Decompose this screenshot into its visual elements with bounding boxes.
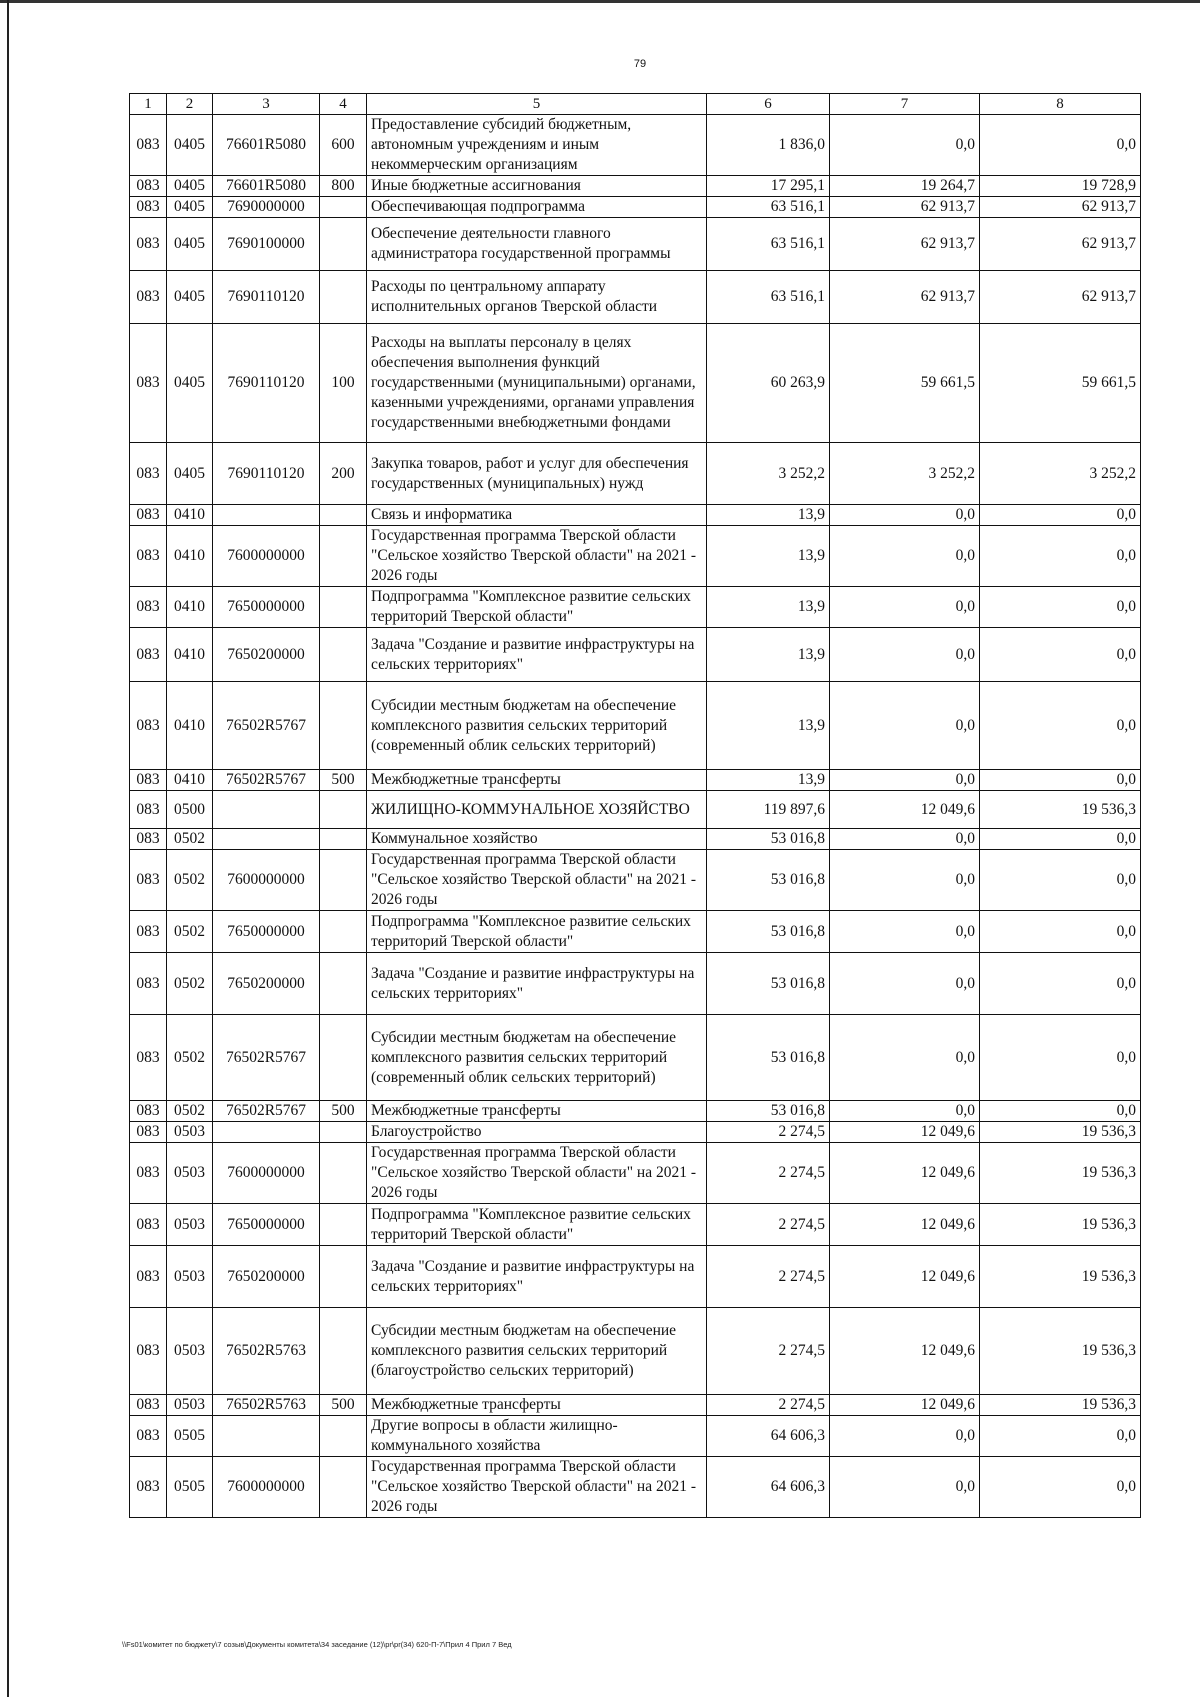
cell-c4: [320, 911, 367, 953]
cell-c7: 0,0: [830, 505, 980, 526]
cell-c8: 19 536,3: [980, 1122, 1141, 1143]
cell-c2: 0502: [167, 829, 213, 850]
column-header-2: 2: [167, 94, 213, 115]
cell-c2: 0405: [167, 197, 213, 218]
cell-c2: 0405: [167, 176, 213, 197]
cell-c5: Подпрограмма "Комплексное развитие сельских территорий Тверской области": [367, 1204, 707, 1246]
cell-c7: 0,0: [830, 1015, 980, 1101]
cell-c2: 0503: [167, 1395, 213, 1416]
budget-table: [129, 93, 1141, 1518]
cell-c6: 53 016,8: [707, 850, 830, 911]
cell-c4: [320, 1122, 367, 1143]
cell-c5: Государственная программа Тверской области "Сельское хозяйство Тверской области" на 2021 - 2026 годы: [367, 526, 707, 587]
table-body: [130, 94, 1141, 1518]
cell-c6: 13,9: [707, 682, 830, 770]
cell-c1: 083: [130, 1416, 167, 1457]
cell-c6: 53 016,8: [707, 829, 830, 850]
cell-c8: 0,0: [980, 1101, 1141, 1122]
cell-c6: 53 016,8: [707, 953, 830, 1015]
cell-c8: 3 252,2: [980, 443, 1141, 505]
cell-c5: Предоставление субсидий бюджетным, автономным учреждениям и иным некоммерческим организациям: [367, 115, 707, 176]
cell-c6: 3 252,2: [707, 443, 830, 505]
table-row: [130, 1457, 1141, 1518]
cell-c7: 62 913,7: [830, 271, 980, 324]
cell-c3: 76502R5767: [213, 1015, 320, 1101]
cell-c8: 0,0: [980, 953, 1141, 1015]
cell-c8: 0,0: [980, 628, 1141, 682]
cell-c6: 60 263,9: [707, 324, 830, 443]
table-row: [130, 176, 1141, 197]
cell-c8: 0,0: [980, 505, 1141, 526]
cell-c5: Подпрограмма "Комплексное развитие сельских территорий Тверской области": [367, 911, 707, 953]
cell-c3: 7690110120: [213, 271, 320, 324]
cell-c6: 2 274,5: [707, 1122, 830, 1143]
table-row: [130, 587, 1141, 628]
cell-c8: 0,0: [980, 526, 1141, 587]
cell-c3: 7650200000: [213, 1246, 320, 1308]
cell-c6: 64 606,3: [707, 1457, 830, 1518]
cell-c4: 500: [320, 770, 367, 791]
cell-c7: 12 049,6: [830, 1308, 980, 1395]
cell-c6: 2 274,5: [707, 1246, 830, 1308]
cell-c1: 083: [130, 1246, 167, 1308]
cell-c7: 3 252,2: [830, 443, 980, 505]
cell-c1: 083: [130, 682, 167, 770]
cell-c1: 083: [130, 1395, 167, 1416]
cell-c8: 0,0: [980, 1416, 1141, 1457]
cell-c3: 7650000000: [213, 1204, 320, 1246]
cell-c3: 7600000000: [213, 1457, 320, 1518]
cell-c2: 0503: [167, 1204, 213, 1246]
cell-c8: 0,0: [980, 829, 1141, 850]
cell-c8: 0,0: [980, 682, 1141, 770]
table-row: [130, 850, 1141, 911]
cell-c8: 19 728,9: [980, 176, 1141, 197]
table-row: [130, 505, 1141, 526]
cell-c3: [213, 1416, 320, 1457]
cell-c7: 59 661,5: [830, 324, 980, 443]
cell-c1: 083: [130, 1122, 167, 1143]
column-header-5: 5: [367, 94, 707, 115]
cell-c1: 083: [130, 1308, 167, 1395]
cell-c7: 19 264,7: [830, 176, 980, 197]
cell-c5: Коммунальное хозяйство: [367, 829, 707, 850]
scan-border-top: [0, 0, 1200, 3]
cell-c7: 0,0: [830, 911, 980, 953]
cell-c5: Субсидии местным бюджетам на обеспечение комплексного развития сельских территорий (современный облик сельских территорий): [367, 1015, 707, 1101]
cell-c4: 800: [320, 176, 367, 197]
table-row: [130, 953, 1141, 1015]
cell-c2: 0410: [167, 505, 213, 526]
cell-c1: 083: [130, 1457, 167, 1518]
cell-c4: [320, 1246, 367, 1308]
cell-c4: [320, 271, 367, 324]
cell-c2: 0410: [167, 682, 213, 770]
cell-c4: 500: [320, 1395, 367, 1416]
cell-c4: [320, 1416, 367, 1457]
cell-c2: 0410: [167, 770, 213, 791]
cell-c6: 13,9: [707, 770, 830, 791]
cell-c2: 0500: [167, 791, 213, 829]
cell-c7: 0,0: [830, 526, 980, 587]
cell-c4: [320, 1015, 367, 1101]
cell-c7: 0,0: [830, 953, 980, 1015]
cell-c5: Благоустройство: [367, 1122, 707, 1143]
cell-c3: 7650200000: [213, 953, 320, 1015]
cell-c8: 62 913,7: [980, 218, 1141, 271]
cell-c7: 0,0: [830, 1457, 980, 1518]
cell-c2: 0503: [167, 1143, 213, 1204]
cell-c3: 7650000000: [213, 911, 320, 953]
cell-c6: 2 274,5: [707, 1204, 830, 1246]
cell-c6: 2 274,5: [707, 1308, 830, 1395]
cell-c6: 13,9: [707, 628, 830, 682]
cell-c5: Задача "Создание и развитие инфраструктуры на сельских территориях": [367, 628, 707, 682]
cell-c7: 0,0: [830, 587, 980, 628]
cell-c8: 19 536,3: [980, 1143, 1141, 1204]
cell-c4: [320, 628, 367, 682]
cell-c3: [213, 505, 320, 526]
cell-c8: 0,0: [980, 911, 1141, 953]
cell-c6: 63 516,1: [707, 271, 830, 324]
cell-c7: 0,0: [830, 829, 980, 850]
cell-c4: [320, 1457, 367, 1518]
cell-c2: 0410: [167, 526, 213, 587]
cell-c5: Обеспечивающая подпрограмма: [367, 197, 707, 218]
cell-c5: Задача "Создание и развитие инфраструктуры на сельских территориях": [367, 953, 707, 1015]
cell-c7: 12 049,6: [830, 791, 980, 829]
table-row: [130, 682, 1141, 770]
cell-c7: 0,0: [830, 770, 980, 791]
cell-c4: 500: [320, 1101, 367, 1122]
cell-c1: 083: [130, 587, 167, 628]
cell-c2: 0502: [167, 1015, 213, 1101]
cell-c1: 083: [130, 218, 167, 271]
cell-c2: 0502: [167, 1101, 213, 1122]
cell-c7: 0,0: [830, 1101, 980, 1122]
table-row: [130, 1308, 1141, 1395]
cell-c3: 76601R5080: [213, 176, 320, 197]
cell-c1: 083: [130, 526, 167, 587]
table-row: [130, 1143, 1141, 1204]
cell-c1: 083: [130, 505, 167, 526]
table-row: [130, 443, 1141, 505]
cell-c7: 0,0: [830, 628, 980, 682]
cell-c1: 083: [130, 1101, 167, 1122]
cell-c7: 62 913,7: [830, 218, 980, 271]
table-row: [130, 526, 1141, 587]
column-header-row: [130, 94, 1141, 115]
cell-c8: 62 913,7: [980, 197, 1141, 218]
cell-c5: Подпрограмма "Комплексное развитие сельских территорий Тверской области": [367, 587, 707, 628]
cell-c7: 0,0: [830, 682, 980, 770]
column-header-3: 3: [213, 94, 320, 115]
cell-c2: 0503: [167, 1308, 213, 1395]
cell-c3: 7690110120: [213, 443, 320, 505]
column-header-4: 4: [320, 94, 367, 115]
cell-c3: 76601R5080: [213, 115, 320, 176]
cell-c4: [320, 197, 367, 218]
cell-c5: Расходы по центральному аппарату исполнительных органов Тверской области: [367, 271, 707, 324]
cell-c4: [320, 1204, 367, 1246]
cell-c8: 19 536,3: [980, 1395, 1141, 1416]
table-row: [130, 115, 1141, 176]
cell-c2: 0405: [167, 115, 213, 176]
cell-c5: Обеспечение деятельности главного администратора государственной программы: [367, 218, 707, 271]
cell-c2: 0405: [167, 218, 213, 271]
cell-c8: 0,0: [980, 850, 1141, 911]
cell-c4: [320, 1143, 367, 1204]
cell-c4: 600: [320, 115, 367, 176]
cell-c8: 19 536,3: [980, 1308, 1141, 1395]
cell-c2: 0405: [167, 271, 213, 324]
cell-c5: Закупка товаров, работ и услуг для обеспечения государственных (муниципальных) нужд: [367, 443, 707, 505]
cell-c6: 53 016,8: [707, 911, 830, 953]
table-row: [130, 628, 1141, 682]
table-row: [130, 770, 1141, 791]
page-number: 79: [633, 58, 647, 70]
cell-c1: 083: [130, 1204, 167, 1246]
table-row: [130, 271, 1141, 324]
cell-c8: 0,0: [980, 1015, 1141, 1101]
cell-c3: 76502R5767: [213, 682, 320, 770]
cell-c6: 2 274,5: [707, 1395, 830, 1416]
cell-c4: [320, 505, 367, 526]
cell-c3: 7600000000: [213, 526, 320, 587]
cell-c3: 7600000000: [213, 850, 320, 911]
cell-c1: 083: [130, 1015, 167, 1101]
cell-c2: 0502: [167, 911, 213, 953]
scan-border-left: [7, 0, 9, 1697]
cell-c3: 7690000000: [213, 197, 320, 218]
cell-c1: 083: [130, 324, 167, 443]
cell-c3: 7650200000: [213, 628, 320, 682]
cell-c8: 19 536,3: [980, 1246, 1141, 1308]
cell-c7: 12 049,6: [830, 1395, 980, 1416]
cell-c2: 0405: [167, 443, 213, 505]
cell-c1: 083: [130, 271, 167, 324]
cell-c5: Субсидии местным бюджетам на обеспечение комплексного развития сельских территорий (современный облик сельских территорий): [367, 682, 707, 770]
cell-c8: 0,0: [980, 770, 1141, 791]
cell-c4: [320, 526, 367, 587]
cell-c3: 76502R5767: [213, 770, 320, 791]
cell-c5: Межбюджетные трансферты: [367, 1395, 707, 1416]
column-header-6: 6: [707, 94, 830, 115]
cell-c8: 19 536,3: [980, 1204, 1141, 1246]
cell-c2: 0410: [167, 587, 213, 628]
cell-c2: 0410: [167, 628, 213, 682]
cell-c6: 17 295,1: [707, 176, 830, 197]
cell-c7: 12 049,6: [830, 1246, 980, 1308]
table-row: [130, 1015, 1141, 1101]
cell-c3: 7600000000: [213, 1143, 320, 1204]
cell-c5: Субсидии местным бюджетам на обеспечение комплексного развития сельских территорий (благоустройство сельских территорий): [367, 1308, 707, 1395]
cell-c1: 083: [130, 197, 167, 218]
cell-c5: Государственная программа Тверской области "Сельское хозяйство Тверской области" на 2021 - 2026 годы: [367, 850, 707, 911]
cell-c8: 62 913,7: [980, 271, 1141, 324]
cell-c4: [320, 218, 367, 271]
cell-c3: [213, 829, 320, 850]
cell-c2: 0503: [167, 1122, 213, 1143]
cell-c8: 0,0: [980, 1457, 1141, 1518]
table-row: [130, 324, 1141, 443]
cell-c6: 1 836,0: [707, 115, 830, 176]
footer-file-path: \\Fs01\комитет по бюджету\7 созыв\Документы комитета\34 заседание (12)\pr\pr(34) 620-П-7\Прил 4 Прил 7 Вед: [122, 1640, 512, 1649]
cell-c8: 59 661,5: [980, 324, 1141, 443]
cell-c1: 083: [130, 1143, 167, 1204]
cell-c1: 083: [130, 791, 167, 829]
cell-c6: 119 897,6: [707, 791, 830, 829]
column-header-1: 1: [130, 94, 167, 115]
cell-c1: 083: [130, 770, 167, 791]
cell-c8: 0,0: [980, 587, 1141, 628]
cell-c4: [320, 791, 367, 829]
cell-c5: Государственная программа Тверской области "Сельское хозяйство Тверской области" на 2021 - 2026 годы: [367, 1457, 707, 1518]
column-header-7: 7: [830, 94, 980, 115]
cell-c3: 76502R5767: [213, 1101, 320, 1122]
cell-c7: 0,0: [830, 850, 980, 911]
cell-c2: 0503: [167, 1246, 213, 1308]
cell-c8: 19 536,3: [980, 791, 1141, 829]
cell-c5: Задача "Создание и развитие инфраструктуры на сельских территориях": [367, 1246, 707, 1308]
cell-c1: 083: [130, 628, 167, 682]
cell-c4: [320, 587, 367, 628]
cell-c1: 083: [130, 829, 167, 850]
cell-c2: 0405: [167, 324, 213, 443]
table-row: [130, 1416, 1141, 1457]
cell-c1: 083: [130, 953, 167, 1015]
cell-c5: Другие вопросы в области жилищно-коммунального хозяйства: [367, 1416, 707, 1457]
cell-c1: 083: [130, 911, 167, 953]
table-row: [130, 1395, 1141, 1416]
cell-c7: 12 049,6: [830, 1143, 980, 1204]
cell-c8: 0,0: [980, 115, 1141, 176]
cell-c6: 13,9: [707, 587, 830, 628]
cell-c1: 083: [130, 850, 167, 911]
cell-c7: 62 913,7: [830, 197, 980, 218]
cell-c4: [320, 682, 367, 770]
cell-c5: ЖИЛИЩНО-КОММУНАЛЬНОЕ ХОЗЯЙСТВО: [367, 791, 707, 829]
cell-c1: 083: [130, 176, 167, 197]
cell-c6: 64 606,3: [707, 1416, 830, 1457]
table-row: [130, 1204, 1141, 1246]
cell-c7: 0,0: [830, 1416, 980, 1457]
cell-c3: [213, 791, 320, 829]
cell-c2: 0502: [167, 850, 213, 911]
cell-c5: Государственная программа Тверской области "Сельское хозяйство Тверской области" на 2021 - 2026 годы: [367, 1143, 707, 1204]
cell-c6: 13,9: [707, 505, 830, 526]
cell-c6: 53 016,8: [707, 1015, 830, 1101]
table-row: [130, 1122, 1141, 1143]
cell-c3: 76502R5763: [213, 1308, 320, 1395]
cell-c6: 2 274,5: [707, 1143, 830, 1204]
cell-c4: 100: [320, 324, 367, 443]
column-header-8: 8: [980, 94, 1141, 115]
table-row: [130, 829, 1141, 850]
cell-c1: 083: [130, 115, 167, 176]
table-row: [130, 1101, 1141, 1122]
cell-c3: 7690110120: [213, 324, 320, 443]
cell-c7: 12 049,6: [830, 1122, 980, 1143]
cell-c1: 083: [130, 443, 167, 505]
table-row: [130, 791, 1141, 829]
cell-c5: Связь и информатика: [367, 505, 707, 526]
cell-c6: 13,9: [707, 526, 830, 587]
table-row: [130, 197, 1141, 218]
cell-c6: 63 516,1: [707, 218, 830, 271]
cell-c2: 0505: [167, 1457, 213, 1518]
table-row: [130, 911, 1141, 953]
cell-c6: 63 516,1: [707, 197, 830, 218]
cell-c4: [320, 953, 367, 1015]
cell-c2: 0505: [167, 1416, 213, 1457]
cell-c3: 7650000000: [213, 587, 320, 628]
cell-c4: [320, 829, 367, 850]
cell-c4: 200: [320, 443, 367, 505]
cell-c3: 7690100000: [213, 218, 320, 271]
cell-c6: 53 016,8: [707, 1101, 830, 1122]
table-row: [130, 218, 1141, 271]
cell-c5: Межбюджетные трансферты: [367, 1101, 707, 1122]
cell-c4: [320, 850, 367, 911]
cell-c5: Межбюджетные трансферты: [367, 770, 707, 791]
cell-c2: 0502: [167, 953, 213, 1015]
cell-c7: 12 049,6: [830, 1204, 980, 1246]
cell-c5: Иные бюджетные ассигнования: [367, 176, 707, 197]
cell-c3: 76502R5763: [213, 1395, 320, 1416]
cell-c4: [320, 1308, 367, 1395]
cell-c5: Расходы на выплаты персоналу в целях обеспечения выполнения функций государственными (муниципальными) органами, казенными учреждениями, органами управления государственными внебюджетными фондами: [367, 324, 707, 443]
cell-c3: [213, 1122, 320, 1143]
cell-c7: 0,0: [830, 115, 980, 176]
table-row: [130, 1246, 1141, 1308]
